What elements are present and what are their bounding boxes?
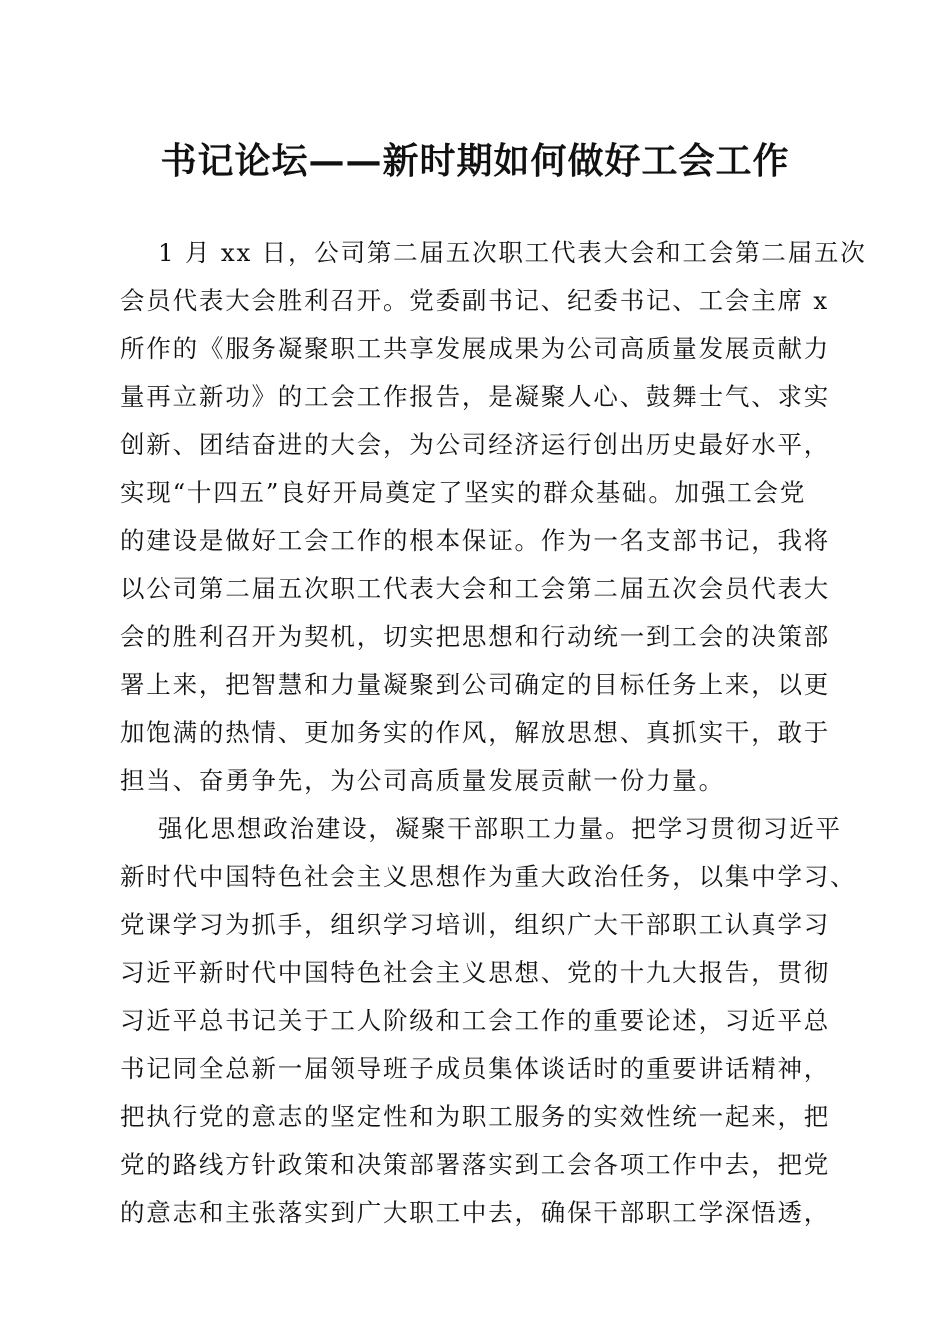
paragraph-1-line-9: 会的胜利召开为契机，切实把思想和行动统一到工会的决策部 [120, 622, 831, 651]
document-title: 书记论坛——新时期如何做好工会工作 [160, 140, 790, 182]
paragraph-1-line-1: 1 月 xx 日，公司第二届五次职工代表大会和工会第二届五次 [158, 238, 867, 267]
paragraph-1-line-11: 加饱满的热情、更加务实的作风，解放思想、真抓实干，敢于 [120, 718, 831, 747]
paragraph-1-line-4: 量再立新功》的工会工作报告，是凝聚人心、鼓舞士气、求实 [120, 382, 831, 411]
paragraph-2-line-3: 党课学习为抓手，组织学习培训，组织广大干部职工认真学习 [120, 910, 831, 939]
paragraph-1-line-2: 会员代表大会胜利召开。党委副书记、纪委书记、工会主席 x [120, 286, 830, 315]
paragraph-2-line-7: 把执行党的意志的坚定性和为职工服务的实效性统一起来，把 [120, 1102, 831, 1131]
paragraph-1-line-10: 署上来，把智慧和力量凝聚到公司确定的目标任务上来，以更 [120, 670, 831, 699]
paragraph-2-line-6: 书记同全总新一届领导班子成员集体谈话时的重要讲话精神， [120, 1054, 831, 1083]
paragraph-2-line-4: 习近平新时代中国特色社会主义思想、党的十九大报告，贯彻 [120, 958, 831, 987]
paragraph-2-line-9: 的意志和主张落实到广大职工中去，确保干部职工学深悟透， [120, 1198, 831, 1227]
paragraph-1-line-3: 所作的《服务凝聚职工共享发展成果为公司高质量发展贡献力 [120, 334, 831, 363]
paragraph-1-line-8: 以公司第二届五次职工代表大会和工会第二届五次会员代表大 [120, 574, 831, 603]
paragraph-1-line-12: 担当、奋勇争先，为公司高质量发展贡献一份力量。 [120, 766, 725, 795]
paragraph-2-line-1: 强化思想政治建设，凝聚干部职工力量。把学习贯彻习近平 [158, 814, 842, 843]
paragraph-2-line-2: 新时代中国特色社会主义思想作为重大政治任务，以集中学习、 [120, 862, 857, 891]
paragraph-1-line-6: 实现“十四五”良好开局奠定了坚实的群众基础。加强工会党 [120, 478, 807, 507]
paragraph-2-line-8: 党的路线方针政策和决策部署落实到工会各项工作中去，把党 [120, 1150, 831, 1179]
paragraph-1-line-5: 创新、团结奋进的大会，为公司经济运行创出历史最好水平， [120, 430, 831, 459]
paragraph-2-line-5: 习近平总书记关于工人阶级和工会工作的重要论述，习近平总 [120, 1006, 831, 1035]
paragraph-1-line-7: 的建设是做好工会工作的根本保证。作为一名支部书记，我将 [120, 526, 831, 555]
